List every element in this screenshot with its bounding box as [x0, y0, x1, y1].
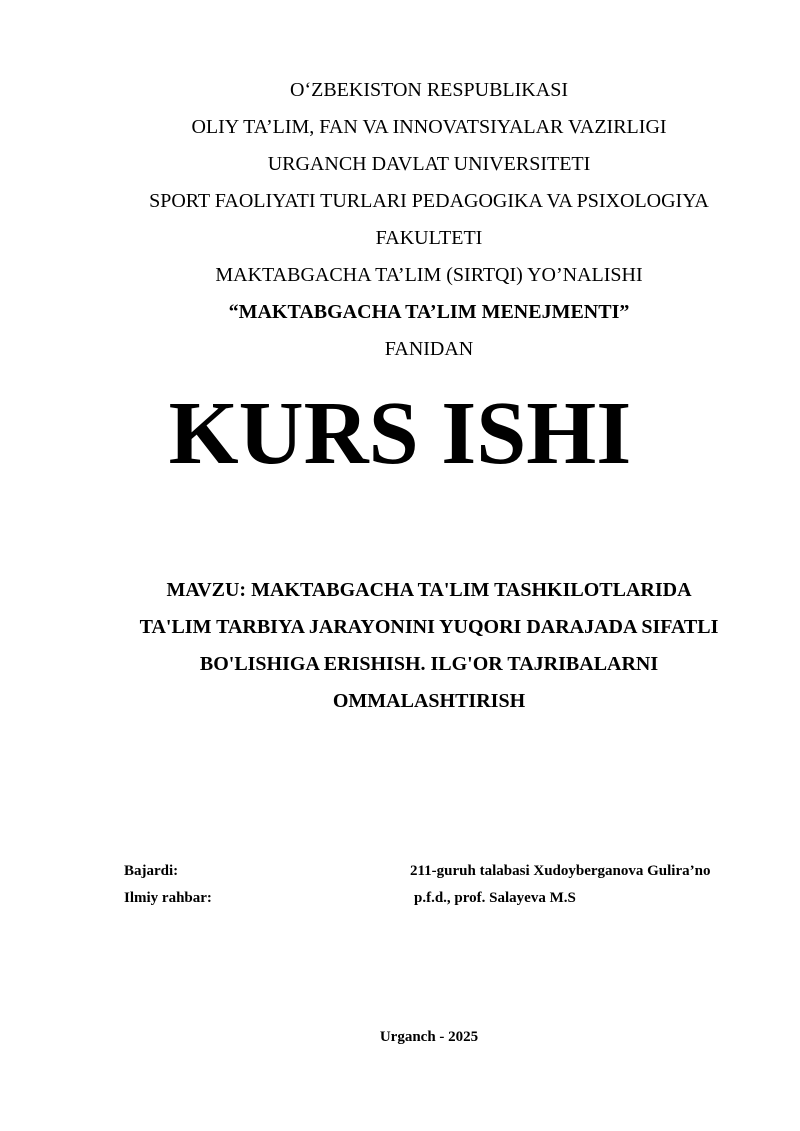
topic-line: TA'LIM TARBIYA JARAYONINI YUQORI DARAJADA SIFATLI	[139, 616, 719, 638]
supervisor-value: p.f.d., prof. Salayeva M.S	[414, 890, 576, 906]
topic-line: OMMALASHTIRISH	[332, 690, 526, 712]
direction-heading: MAKTABGACHA TA’LIM (SIRTQI) YO’NALISHI	[215, 264, 643, 286]
supervisor-label: Ilmiy rahbar:	[124, 890, 212, 906]
country-heading: O‘ZBEKISTON RESPUBLIKASI	[290, 79, 568, 101]
performer-value: 211-guruh talabasi Xudoyberganova Gulira’no	[410, 863, 711, 879]
university-heading: URGANCH DAVLAT UNIVERSITETI	[267, 153, 591, 175]
place-and-year: Urganch - 2025	[379, 1029, 479, 1045]
subject-name: “MAKTABGACHA TA’LIM MENEJMENTI”	[228, 301, 630, 323]
topic-line: BO'LISHIGA ERISHISH. ILG'OR TAJRIBALARNI	[199, 653, 659, 675]
topic-line: MAVZU: MAKTABGACHA TA'LIM TASHKILOTLARIDA	[166, 579, 692, 601]
ministry-heading: OLIY TA’LIM, FAN VA INNOVATSIYALAR VAZIRLIGI	[191, 116, 667, 138]
faculty-heading: SPORT FAOLIYATI TURLARI PEDAGOGIKA VA PSIXOLOGIYA	[149, 190, 709, 212]
subject-suffix: FANIDAN	[384, 338, 474, 360]
faculty-heading-continued: FAKULTETI	[375, 227, 483, 249]
document-title: KURS ISHI	[168, 384, 632, 483]
performer-label: Bajardi:	[124, 863, 179, 879]
